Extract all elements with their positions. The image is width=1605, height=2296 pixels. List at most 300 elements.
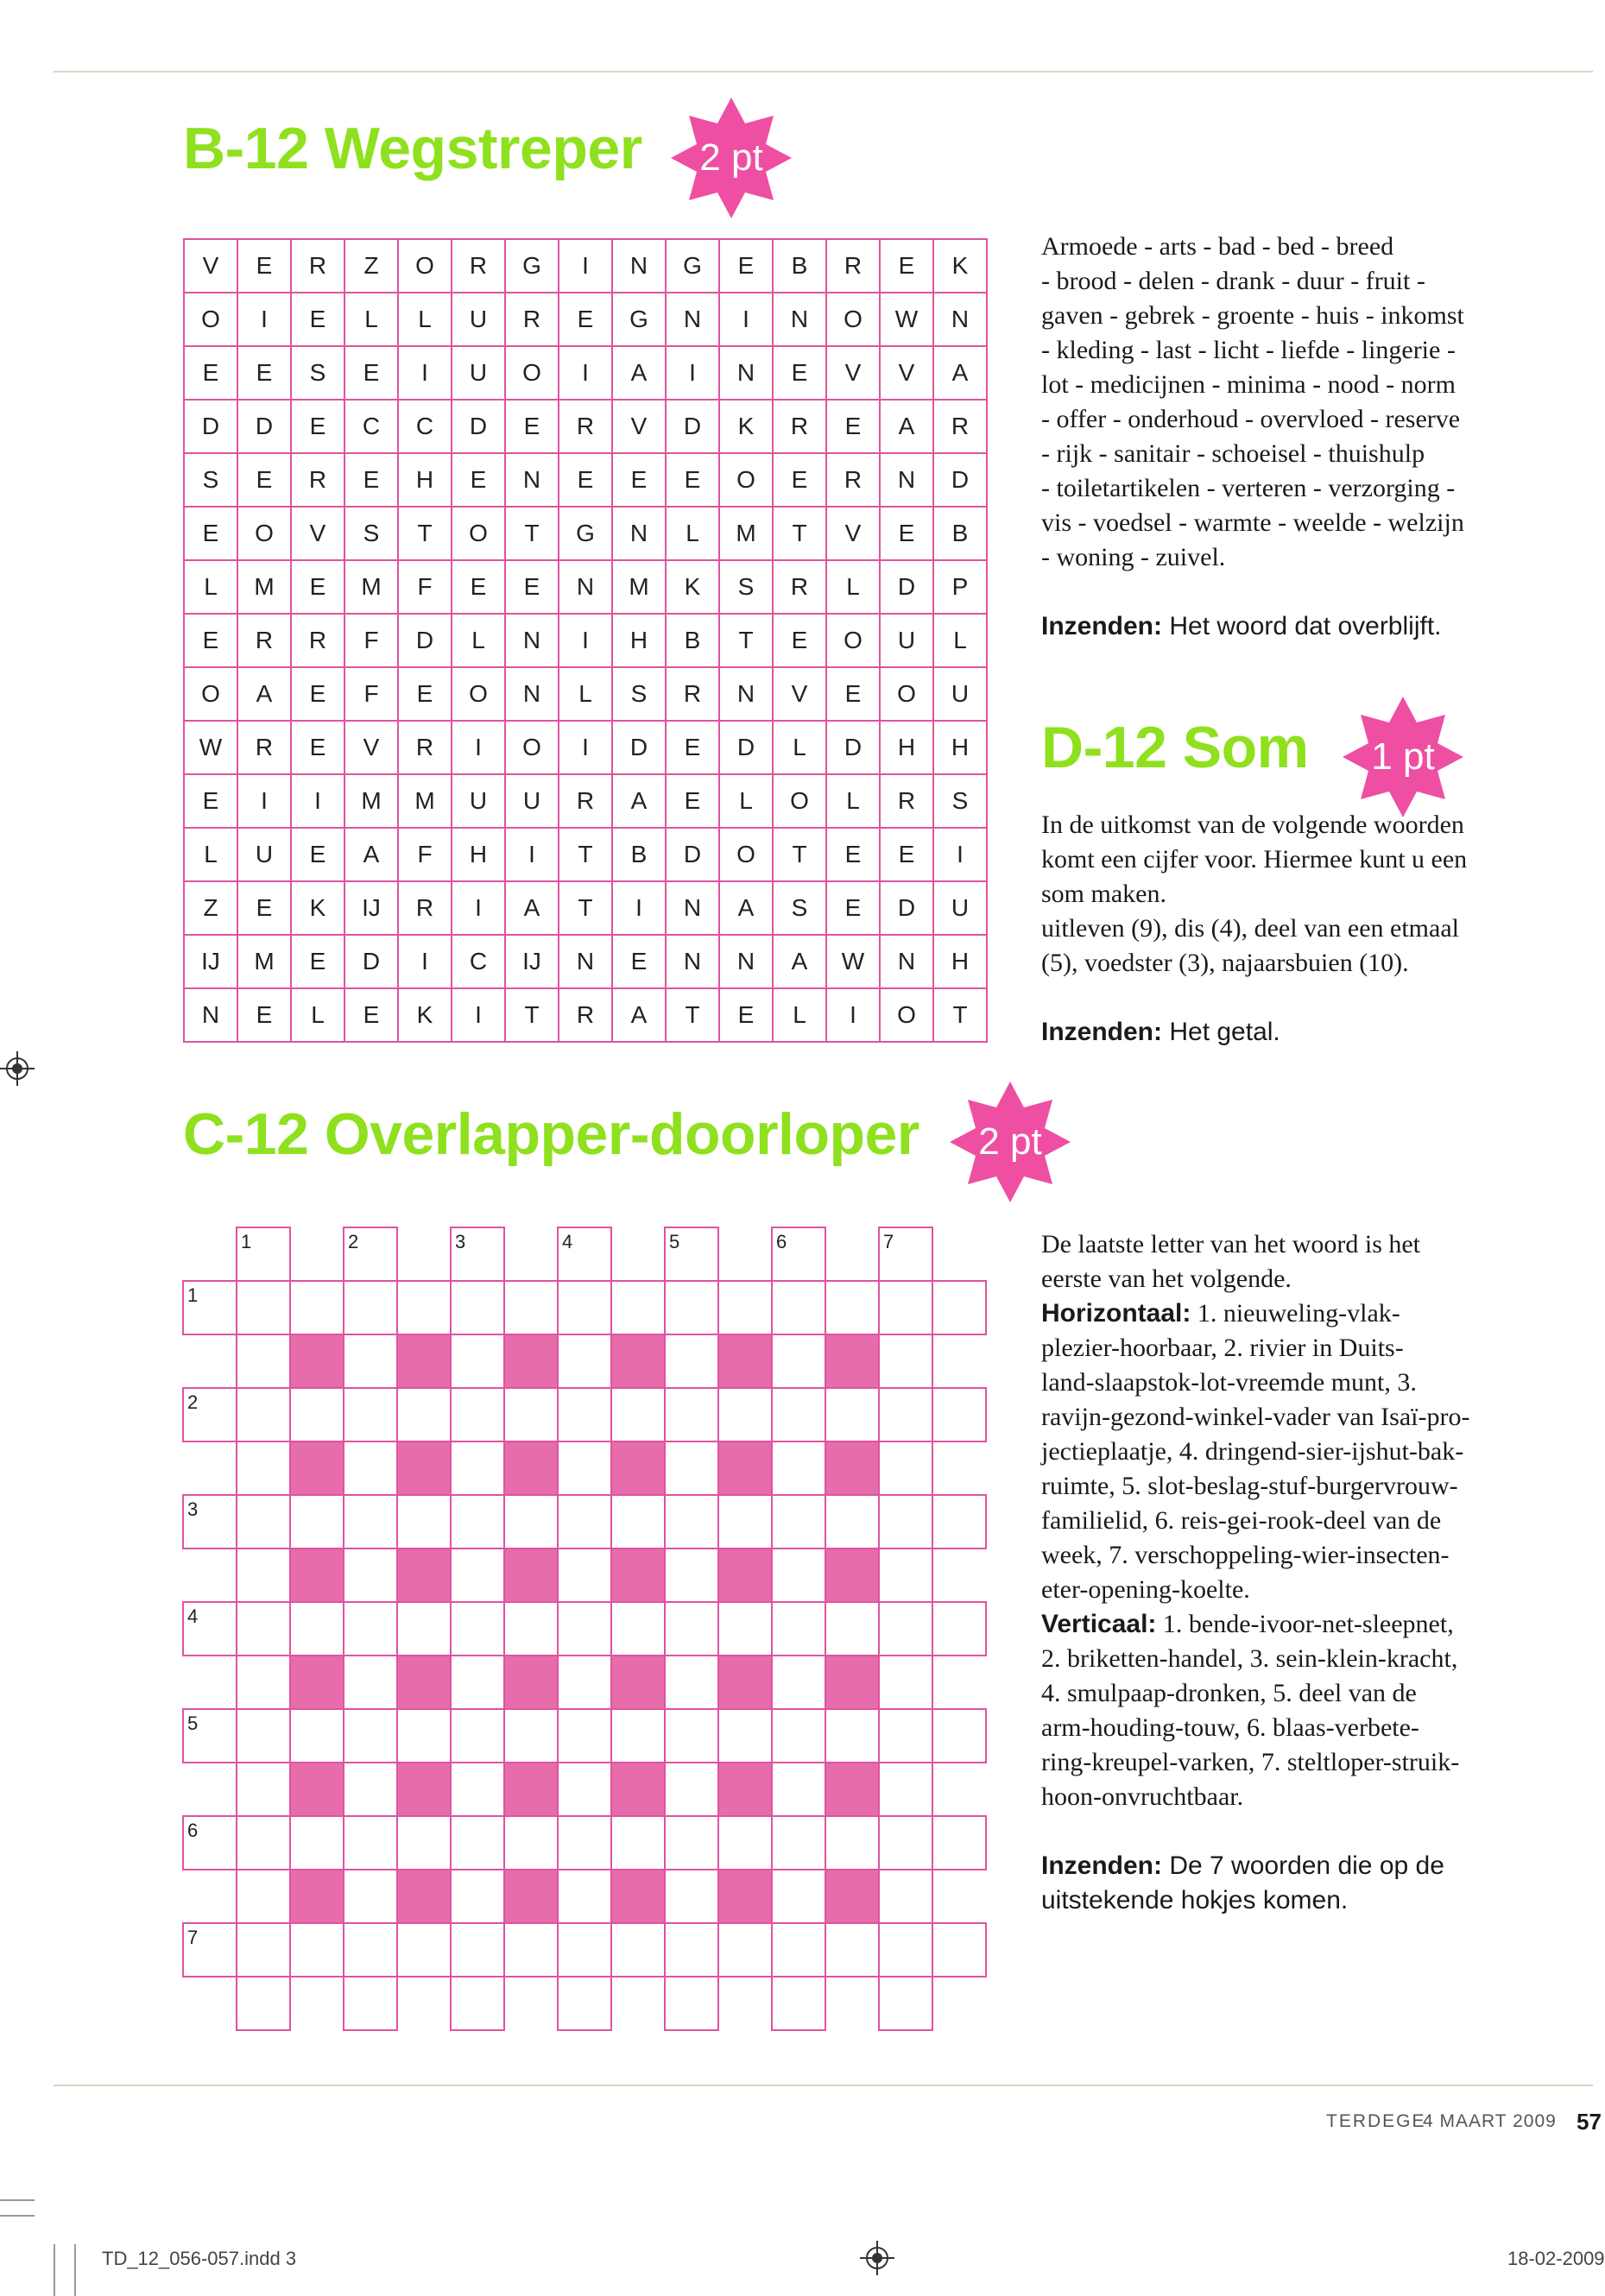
text-line — [1041, 1676, 1577, 1711]
answer-cell — [611, 1816, 665, 1870]
wordsearch-cell: A — [774, 936, 827, 989]
answer-cell — [665, 1602, 718, 1656]
d12-title: D-12 Som — [1041, 715, 1309, 780]
registration-mark-icon — [0, 1051, 35, 1086]
wordsearch-cell: L — [720, 775, 774, 829]
wordsearch-cell: M — [345, 775, 399, 829]
wordsearch-cell: R — [881, 775, 934, 829]
text-line-body: arm-houding-touw, 6. blaas-verbete- — [1041, 1713, 1419, 1742]
wordsearch-cell: F — [399, 829, 452, 882]
wordsearch-cell: F — [399, 561, 452, 615]
wordsearch-cell: L — [452, 615, 506, 668]
highlighted-cell — [718, 1763, 772, 1816]
highlighted-cell — [290, 1441, 344, 1495]
answer-cell — [665, 1281, 718, 1334]
answer-cell — [558, 1870, 611, 1923]
highlighted-cell — [290, 1334, 344, 1388]
wordsearch-cell: E — [292, 561, 345, 615]
d12-badge-label: 1 pt — [1371, 735, 1435, 778]
highlighted-cell — [290, 1656, 344, 1709]
wordsearch-cell: E — [185, 775, 238, 829]
wordsearch-cell: D — [720, 722, 774, 775]
wordsearch-cell: R — [292, 454, 345, 508]
answer-cell — [772, 1495, 825, 1549]
wordsearch-cell: T — [506, 508, 559, 561]
wordsearch-cell: D — [881, 882, 934, 936]
grid-number: 2 — [187, 1391, 199, 1413]
answer-cell — [344, 1549, 397, 1602]
wordsearch-cell: L — [345, 293, 399, 347]
wordsearch-cell: D — [399, 615, 452, 668]
wordsearch-cell: I — [238, 293, 292, 347]
wordsearch-cell: C — [345, 401, 399, 454]
wordsearch-cell: Z — [345, 240, 399, 293]
grid-number: 3 — [455, 1231, 466, 1252]
wordsearch-cell: S — [774, 882, 827, 936]
highlighted-cell — [504, 1334, 558, 1388]
highlighted-cell — [718, 1549, 772, 1602]
wordsearch-cell: I — [559, 347, 613, 401]
section-label: Horizontaal: — [1041, 1299, 1191, 1328]
answer-cell — [451, 1334, 504, 1388]
highlighted-cell — [504, 1441, 558, 1495]
wordsearch-cell: N — [720, 347, 774, 401]
answer-cell — [665, 1977, 718, 2030]
answer-cell — [879, 1816, 932, 1870]
answer-cell — [879, 1656, 932, 1709]
wordsearch-cell: D — [613, 722, 667, 775]
answer-cell — [290, 1709, 344, 1763]
wordsearch-cell: F — [345, 615, 399, 668]
answer-cell — [504, 1388, 558, 1441]
answer-cell — [344, 1441, 397, 1495]
wordsearch-cell: M — [399, 775, 452, 829]
answer-cell — [932, 1816, 986, 1870]
answer-cell — [879, 1549, 932, 1602]
answer-cell — [611, 1709, 665, 1763]
wordsearch-cell: E — [345, 989, 399, 1043]
answer-cell — [504, 1281, 558, 1334]
answer-cell — [558, 1495, 611, 1549]
answer-cell — [772, 1923, 825, 1977]
highlighted-cell — [504, 1763, 558, 1816]
grid-number: 5 — [187, 1713, 199, 1734]
d12-submit-label: Inzenden: — [1041, 1018, 1162, 1046]
wordsearch-cell: E — [238, 454, 292, 508]
wordsearch-cell: C — [452, 936, 506, 989]
answer-cell — [397, 1495, 451, 1549]
wordsearch-cell: L — [667, 508, 720, 561]
wordsearch-cell: D — [452, 401, 506, 454]
answer-cell — [504, 1923, 558, 1977]
answer-cell — [344, 1656, 397, 1709]
answer-cell — [451, 1763, 504, 1816]
wordsearch-cell: E — [559, 454, 613, 508]
wordsearch-cell: O — [452, 508, 506, 561]
wordsearch-cell: D — [934, 454, 988, 508]
wordsearch-cell: O — [881, 668, 934, 722]
answer-cell — [558, 1334, 611, 1388]
answer-cell — [825, 1816, 879, 1870]
answer-cell — [665, 1763, 718, 1816]
text-line — [1041, 1469, 1577, 1504]
answer-cell — [237, 1656, 290, 1709]
answer-cell — [879, 1923, 932, 1977]
wordsearch-cell: E — [774, 347, 827, 401]
wordsearch-cell: V — [827, 508, 881, 561]
wordsearch-cell: A — [238, 668, 292, 722]
wordsearch-cell: R — [238, 722, 292, 775]
grid-number: 4 — [187, 1605, 199, 1627]
text-line-body: ravijn-gezond-winkel-vader van Isaï-pro- — [1041, 1403, 1470, 1431]
text-line: lot - medicijnen - minima - nood - norm — [1041, 370, 1456, 399]
text-line-body: 4. smulpaap-dronken, 5. deel van de — [1041, 1679, 1417, 1707]
highlighted-cell — [611, 1441, 665, 1495]
answer-cell — [718, 1923, 772, 1977]
wordsearch-cell: N — [667, 882, 720, 936]
wordsearch-cell: D — [827, 722, 881, 775]
answer-cell — [665, 1441, 718, 1495]
text-line-body: uitstekende hokjes komen. — [1041, 1886, 1349, 1914]
wordsearch-cell: N — [613, 240, 667, 293]
grid-number: 2 — [348, 1231, 359, 1252]
text-line: (5), voedster (3), najaarsbuien (10). — [1041, 949, 1409, 977]
answer-cell — [237, 1870, 290, 1923]
wordsearch-cell: W — [185, 722, 238, 775]
wordsearch-cell: R — [506, 293, 559, 347]
wordsearch-cell: N — [774, 293, 827, 347]
wordsearch-cell: R — [934, 401, 988, 454]
wordsearch-cell: E — [292, 293, 345, 347]
answer-cell — [344, 1602, 397, 1656]
wordsearch-cell: A — [613, 347, 667, 401]
wordsearch-cell: Z — [185, 882, 238, 936]
wordsearch-cell: E — [185, 615, 238, 668]
highlighted-cell — [718, 1656, 772, 1709]
wordsearch-cell: D — [667, 401, 720, 454]
wordsearch-cell: O — [827, 615, 881, 668]
wordsearch-cell: L — [774, 722, 827, 775]
crop-mark — [74, 2244, 76, 2296]
wordsearch-cell: I — [934, 829, 988, 882]
highlighted-cell — [290, 1549, 344, 1602]
answer-cell — [879, 1388, 932, 1441]
wordsearch-cell: N — [613, 508, 667, 561]
answer-cell — [344, 1709, 397, 1763]
highlighted-cell — [290, 1763, 344, 1816]
wordsearch-cell: M — [238, 561, 292, 615]
spacer — [1041, 1814, 1577, 1849]
answer-cell — [825, 1388, 879, 1441]
highlighted-cell — [611, 1763, 665, 1816]
answer-cell — [237, 1977, 290, 2030]
text-line: vis - voedsel - warmte - weelde - welzijn — [1041, 508, 1464, 537]
answer-cell — [879, 1334, 932, 1388]
answer-cell — [665, 1495, 718, 1549]
answer-cell — [879, 1495, 932, 1549]
answer-cell — [397, 1709, 451, 1763]
wordsearch-cell: A — [720, 882, 774, 936]
highlighted-cell — [504, 1549, 558, 1602]
highlighted-cell — [397, 1549, 451, 1602]
wordsearch-cell: G — [559, 508, 613, 561]
answer-cell — [665, 1334, 718, 1388]
answer-cell — [344, 1281, 397, 1334]
answer-cell — [932, 1281, 986, 1334]
text-line: som maken. — [1041, 880, 1166, 908]
footer-file-name: TD_12_056-057.indd 3 — [102, 2248, 297, 2269]
text-line: Armoede - arts - bad - bed - breed — [1041, 232, 1394, 261]
wordsearch-cell: U — [934, 882, 988, 936]
answer-cell — [290, 1816, 344, 1870]
answer-cell — [504, 1495, 558, 1549]
wordsearch-cell: D — [238, 401, 292, 454]
wordsearch-cell: I — [506, 829, 559, 882]
wordsearch-cell: E — [667, 775, 720, 829]
answer-cell — [665, 1549, 718, 1602]
wordsearch-cell: E — [559, 293, 613, 347]
wordsearch-cell: B — [613, 829, 667, 882]
answer-cell — [558, 1602, 611, 1656]
highlighted-cell — [611, 1334, 665, 1388]
wordsearch-cell: E — [881, 508, 934, 561]
wordsearch-cell: R — [399, 722, 452, 775]
highlighted-cell — [290, 1870, 344, 1923]
wordsearch-cell: E — [667, 454, 720, 508]
section-label: Verticaal: — [1041, 1610, 1157, 1638]
wordsearch-cell: I — [559, 615, 613, 668]
highlighted-cell — [718, 1334, 772, 1388]
text-line: De laatste letter van het woord is het — [1041, 1230, 1421, 1258]
text-line — [1041, 1435, 1577, 1469]
wordsearch-cell: L — [827, 775, 881, 829]
wordsearch-cell: E — [667, 722, 720, 775]
wordsearch-cell: R — [667, 668, 720, 722]
text-line: eerste van het volgende. — [1041, 1265, 1292, 1293]
wordsearch-cell: U — [934, 668, 988, 722]
text-line — [1041, 1642, 1577, 1676]
wordsearch-cell: B — [934, 508, 988, 561]
wordsearch-cell: H — [934, 722, 988, 775]
grid-number: 5 — [669, 1231, 680, 1252]
highlighted-cell — [504, 1870, 558, 1923]
wordsearch-cell: E — [720, 989, 774, 1043]
wordsearch-cell: T — [506, 989, 559, 1043]
wordsearch-cell: E — [827, 882, 881, 936]
grid-number: 6 — [776, 1231, 787, 1252]
text-line-body: land-slaapstok-lot-vreemde munt, 3. — [1041, 1368, 1417, 1397]
answer-cell — [611, 1388, 665, 1441]
text-line: - toiletartikelen - verteren - verzorging - — [1041, 474, 1456, 502]
wordsearch-cell: U — [452, 347, 506, 401]
highlighted-cell — [397, 1334, 451, 1388]
highlighted-cell — [825, 1763, 879, 1816]
wordsearch-cell: V — [827, 347, 881, 401]
wordsearch-cell: B — [774, 240, 827, 293]
wordsearch-cell: T — [774, 508, 827, 561]
wordsearch-cell: I — [827, 989, 881, 1043]
wordsearch-cell: N — [506, 454, 559, 508]
answer-cell — [558, 1656, 611, 1709]
answer-cell — [879, 1709, 932, 1763]
wordsearch-cell: H — [399, 454, 452, 508]
wordsearch-cell: IJ — [506, 936, 559, 989]
answer-cell — [237, 1334, 290, 1388]
wordsearch-cell: R — [399, 882, 452, 936]
answer-cell — [344, 1495, 397, 1549]
wordsearch-cell: G — [506, 240, 559, 293]
answer-cell — [772, 1709, 825, 1763]
answer-cell — [451, 1816, 504, 1870]
wordsearch-cell: R — [292, 615, 345, 668]
wordsearch-cell: E — [827, 668, 881, 722]
wordsearch-cell: E — [452, 561, 506, 615]
wordsearch-cell: I — [452, 722, 506, 775]
wordsearch-cell: O — [238, 508, 292, 561]
wordsearch-cell: N — [667, 936, 720, 989]
wordsearch-cell: E — [292, 829, 345, 882]
b12-submit-label: Inzenden: — [1041, 612, 1162, 640]
grid-number: 1 — [241, 1231, 252, 1252]
text-line: komt een cijfer voor. Hiermee kunt u een — [1041, 845, 1468, 874]
wordsearch-cell: S — [613, 668, 667, 722]
wordsearch-cell: E — [774, 615, 827, 668]
answer-cell — [451, 1281, 504, 1334]
c12-instructions — [1041, 1227, 1577, 1918]
wordsearch-cell: R — [774, 561, 827, 615]
wordsearch-cell: R — [238, 615, 292, 668]
wordsearch-cell: A — [613, 775, 667, 829]
b12-badge-label: 2 pt — [699, 136, 763, 179]
answer-cell — [451, 1388, 504, 1441]
answer-cell — [451, 1549, 504, 1602]
answer-cell — [665, 1870, 718, 1923]
wordsearch-cell: I — [452, 989, 506, 1043]
answer-cell — [397, 1388, 451, 1441]
wordsearch-cell: U — [452, 293, 506, 347]
wordsearch-cell: E — [292, 722, 345, 775]
text-line: In de uitkomst van de volgende woorden — [1041, 811, 1464, 839]
answer-cell — [451, 1870, 504, 1923]
wordsearch-cell: E — [238, 882, 292, 936]
wordsearch-cell: E — [506, 401, 559, 454]
grid-number: 4 — [562, 1231, 573, 1252]
text-line-body: week, 7. verschoppeling-wier-insecten- — [1041, 1541, 1450, 1569]
wordsearch-cell: R — [827, 454, 881, 508]
section-label: Inzenden: — [1041, 1851, 1162, 1880]
text-line — [1041, 1711, 1577, 1745]
wordsearch-cell: K — [292, 882, 345, 936]
wordsearch-cell: N — [559, 561, 613, 615]
answer-cell — [344, 1923, 397, 1977]
wordsearch-cell: K — [720, 401, 774, 454]
wordsearch-cell: T — [720, 615, 774, 668]
answer-cell — [932, 1602, 986, 1656]
answer-cell — [558, 1441, 611, 1495]
answer-cell — [879, 1602, 932, 1656]
answer-cell — [772, 1870, 825, 1923]
answer-cell — [718, 1281, 772, 1334]
wordsearch-cell: L — [559, 668, 613, 722]
wordsearch-cell: IJ — [185, 936, 238, 989]
text-line — [1041, 1296, 1577, 1331]
wordsearch-cell: W — [881, 293, 934, 347]
footer-magazine: TERDEGE — [1326, 2111, 1426, 2131]
text-line — [1041, 1607, 1577, 1642]
wordsearch-cell: O — [506, 347, 559, 401]
wordsearch-cell: W — [827, 936, 881, 989]
highlighted-cell — [825, 1334, 879, 1388]
answer-cell — [451, 1709, 504, 1763]
highlighted-cell — [504, 1656, 558, 1709]
answer-cell — [772, 1388, 825, 1441]
wordsearch-cell: N — [720, 936, 774, 989]
wordsearch-cell: E — [238, 240, 292, 293]
answer-cell — [879, 1977, 932, 2030]
highlighted-cell — [825, 1549, 879, 1602]
wordsearch-cell: U — [881, 615, 934, 668]
answer-cell — [558, 1709, 611, 1763]
wordsearch-cell: S — [185, 454, 238, 508]
answer-cell — [879, 1281, 932, 1334]
wordsearch-cell: L — [399, 293, 452, 347]
answer-cell — [558, 1549, 611, 1602]
wordsearch-cell: A — [613, 989, 667, 1043]
answer-cell — [772, 1977, 825, 2030]
highlighted-cell — [611, 1656, 665, 1709]
wordsearch-cell: G — [667, 240, 720, 293]
wordsearch-cell: L — [185, 829, 238, 882]
wordsearch-cell: P — [934, 561, 988, 615]
wordsearch-cell: S — [345, 508, 399, 561]
answer-cell — [718, 1816, 772, 1870]
answer-cell — [772, 1763, 825, 1816]
answer-cell — [611, 1281, 665, 1334]
wordsearch-cell: U — [452, 775, 506, 829]
answer-cell — [237, 1709, 290, 1763]
wordsearch-cell: N — [667, 293, 720, 347]
wordsearch-cell: S — [934, 775, 988, 829]
answer-cell — [290, 1388, 344, 1441]
wordsearch-cell: T — [934, 989, 988, 1043]
highlighted-cell — [718, 1870, 772, 1923]
text-line — [1041, 1780, 1577, 1814]
wordsearch-cell: V — [292, 508, 345, 561]
wordsearch-cell: O — [399, 240, 452, 293]
wordsearch-cell: E — [613, 454, 667, 508]
wordsearch-cell: H — [881, 722, 934, 775]
wordsearch-cell: N — [559, 936, 613, 989]
answer-cell — [665, 1816, 718, 1870]
answer-cell — [665, 1388, 718, 1441]
wordsearch-cell: E — [238, 347, 292, 401]
answer-cell — [772, 1441, 825, 1495]
answer-cell — [504, 1602, 558, 1656]
wordsearch-cell: L — [774, 989, 827, 1043]
b12-submit-text: Het woord dat overblijft. — [1169, 612, 1442, 640]
wordsearch-cell: K — [934, 240, 988, 293]
footer-page-number: 57 — [1577, 2109, 1602, 2135]
text-line-body: ring-kreupel-varken, 7. steltloper-struik- — [1041, 1748, 1460, 1776]
answer-cell — [451, 1495, 504, 1549]
crop-mark — [0, 2199, 35, 2201]
wordsearch-cell: R — [774, 401, 827, 454]
wordsearch-cell: O — [452, 668, 506, 722]
answer-cell — [879, 1763, 932, 1816]
answer-cell — [772, 1816, 825, 1870]
wordsearch-cell: E — [292, 936, 345, 989]
wordsearch-cell: R — [559, 775, 613, 829]
